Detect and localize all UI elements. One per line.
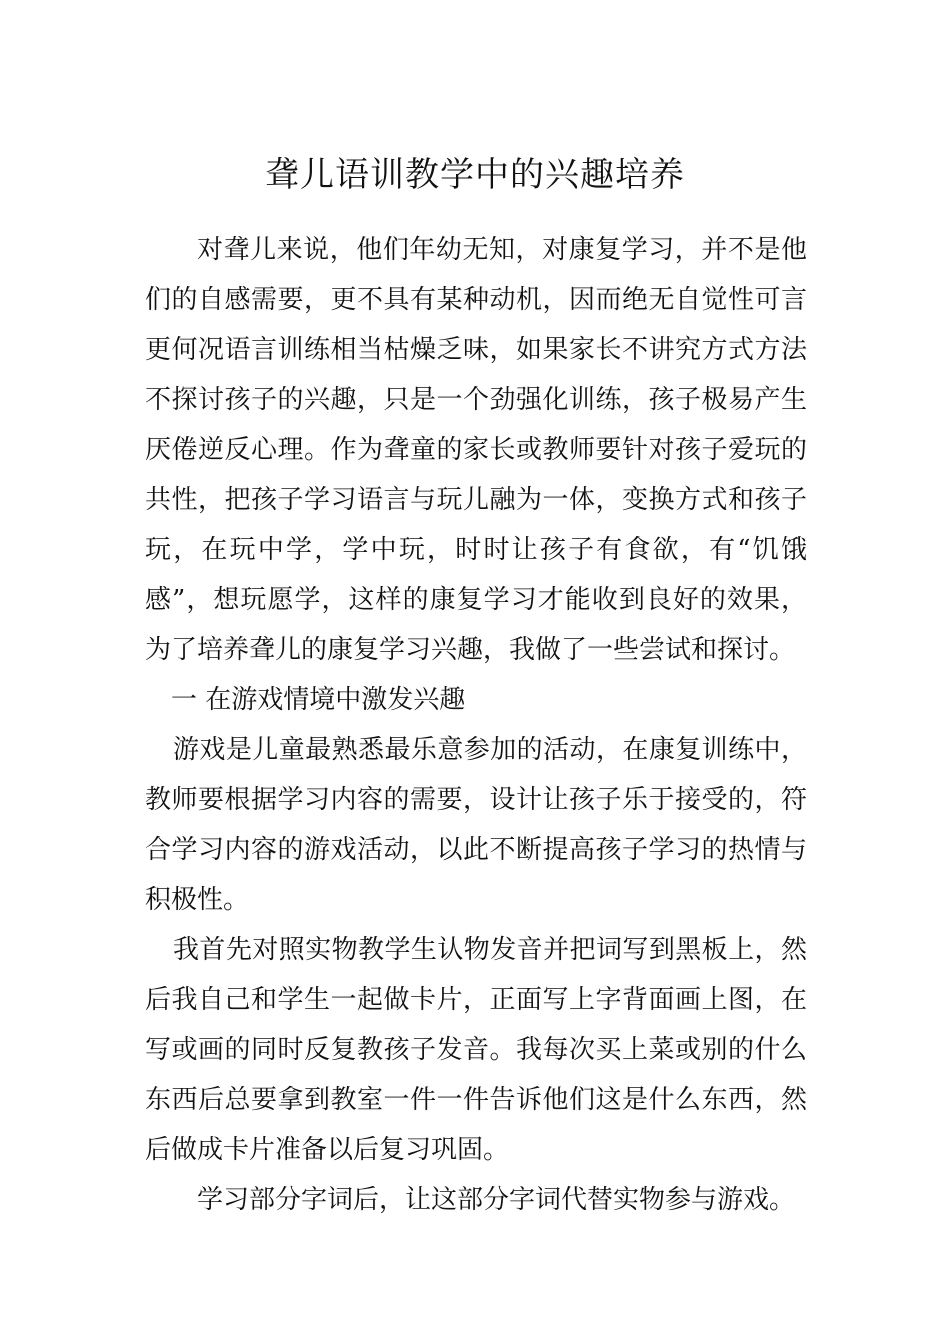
paragraph-line: 教师要根据学习内容的需要，设计让孩子乐于接受的，符 — [145, 785, 807, 815]
paragraph-line: 们的自感需要，更不具有某种动机，因而绝无自觉性可言 — [145, 285, 807, 315]
paragraph-line: 为了培养聋儿的康复学习兴趣，我做了一些尝试和探讨。 — [145, 635, 796, 665]
section-heading: 一 在游戏情境中激发兴趣 — [171, 685, 466, 715]
paragraph-line: 不探讨孩子的兴趣，只是一个劲强化训练，孩子极易产生 — [145, 385, 807, 415]
paragraph-line: 共性，把孩子学习语言与玩儿融为一体，变换方式和孩子 — [145, 485, 807, 515]
paragraph-line: 厌倦逆反心理。作为聋童的家长或教师要针对孩子爱玩的 — [145, 435, 807, 465]
paragraph-line: 合学习内容的游戏活动，以此不断提高孩子学习的热情与 — [145, 835, 807, 865]
document-title: 聋儿语训教学中的兴趣培养 — [265, 155, 685, 195]
paragraph-line: 积极性。 — [145, 885, 250, 915]
paragraph-line: 写或画的同时反复教孩子发音。我每次买上菜或别的什么 — [145, 1035, 807, 1065]
paragraph-line: 学习部分字词后，让这部分字词代替实物参与游戏。 — [197, 1185, 796, 1215]
paragraph-line: 感”，想玩愿学，这样的康复学习才能收到良好的效果， — [145, 585, 807, 615]
paragraph-line: 后做成卡片准备以后复习巩固。 — [145, 1135, 510, 1165]
paragraph-line: 我首先对照实物教学生认物发音并把词写到黑板上，然 — [173, 935, 807, 965]
document-body — [145, 225, 807, 1225]
paragraph-line: 更何况语言训练相当枯燥乏味，如果家长不讲究方式方法 — [145, 335, 807, 365]
paragraph-line: 东西后总要拿到教室一件一件告诉他们这是什么东西，然 — [145, 1085, 807, 1115]
paragraph-line: 对聋儿来说，他们年幼无知，对康复学习，并不是他 — [197, 235, 807, 265]
paragraph-line: 游戏是儿童最熟悉最乐意参加的活动，在康复训练中， — [173, 735, 807, 765]
paragraph-line: 后我自己和学生一起做卡片，正面写上字背面画上图，在 — [145, 985, 807, 1015]
paragraph-line: 玩，在玩中学，学中玩，时时让孩子有食欲，有“饥饿 — [145, 535, 807, 565]
